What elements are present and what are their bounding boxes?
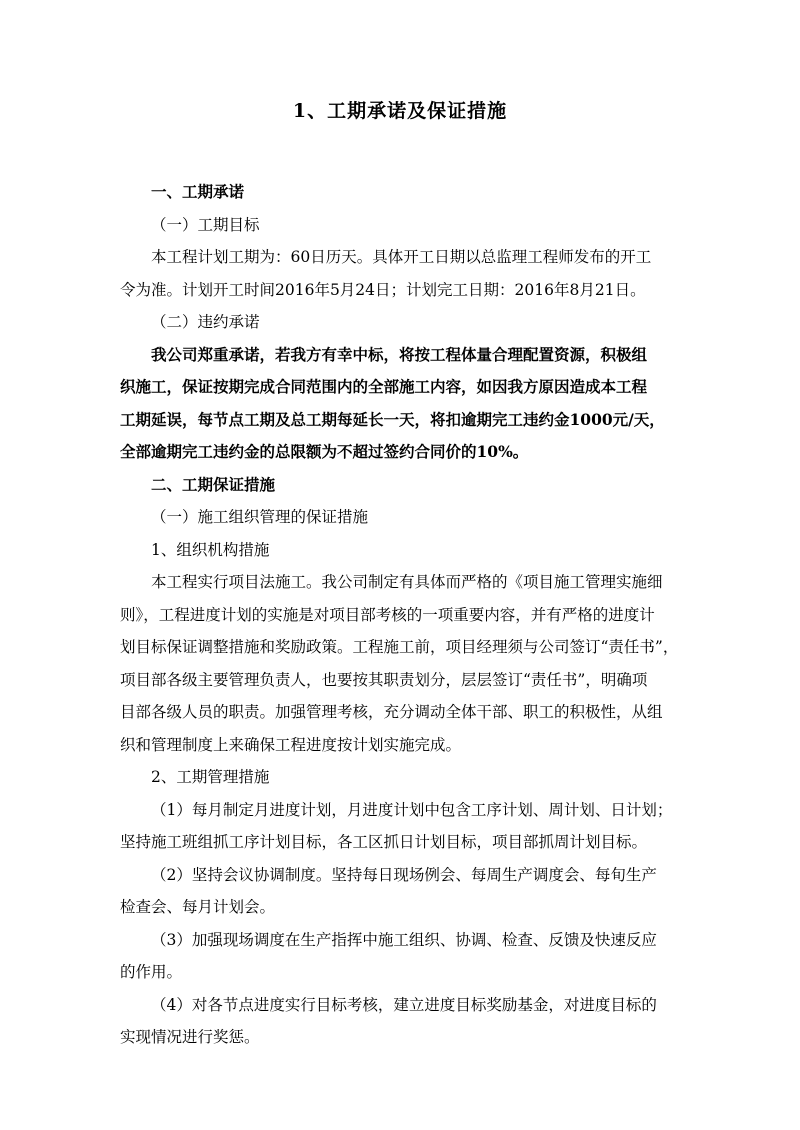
body-line: 则》，工程进度计划的实施是对项目部考核的一项重要内容，并有严格的进度计 [120, 605, 655, 624]
body-line: （3）加强现场调度在生产指挥中施工组织、协调、检查、反馈及快速反应 [151, 930, 657, 949]
body-line: 1、组织机构措施 [151, 540, 270, 559]
body-line: 工期延误，每节点工期及总工期每延长一天，将扣逾期完工违约金1000元/天， [120, 409, 665, 429]
body-line: （2）坚持会议协调制度。坚持每日现场例会、每周生产调度会、每旬生产 [151, 865, 657, 884]
body-line: 一、工期承诺 [151, 182, 245, 201]
body-line: 二、工期保证措施 [151, 474, 276, 494]
body-line: 划目标保证调整措施和奖励政策。工程施工前，项目经理须与公司签订“责任书”， [120, 638, 679, 656]
body-line: 坚持施工班组抓工序计划目标，各工区抓日计划目标，项目部抓周计划目标。 [120, 833, 648, 851]
body-line: 的作用。 [120, 963, 183, 981]
body-line: （1）每月制定月进度计划，月进度计划中包含工序计划、周计划、日计划； [151, 800, 673, 819]
body-line: 目部各级人员的职责。加强管理考核，充分调动全体干部、职工的积极性，从组 [120, 703, 663, 721]
body-line: 检查会、每月计划会。 [120, 898, 276, 916]
body-line: 令为准。计划开工时间2016年5月24日；计划完工日期：2016年8月21日。 [120, 280, 646, 299]
body-line: 全部逾期完工违约金的总限额为不超过签约合同价的10%。 [120, 442, 529, 461]
body-line: 2、工期管理措施 [151, 768, 270, 786]
body-line: 织施工，保证按期完成合同范围内的全部施工内容，如因我方原因造成本工程 [120, 377, 648, 396]
body-line: 织和管理制度上来确保工程进度按计划实施完成。 [120, 735, 462, 754]
body-line: 本工程计划工期为：60日历天。具体开工日期以总监理工程师发布的开工 [151, 248, 652, 266]
body-line: （一）工期目标 [151, 215, 260, 234]
document-body [120, 176, 685, 1054]
body-line: 本工程实行项目法施工。我公司制定有具体而严格的《项目施工管理实施细 [151, 573, 663, 591]
document-title: 1、工期承诺及保证措施 [292, 100, 508, 122]
body-line: （一）施工组织管理的保证措施 [151, 508, 369, 526]
body-line: 项目部各级主要管理负责人，也要按其职责划分，层层签订“责任书”，明确项 [120, 670, 648, 689]
body-line: （二）违约承诺 [151, 313, 260, 331]
body-line: （4）对各节点进度实行目标考核，建立进度目标奖励基金，对进度目标的 [151, 995, 657, 1014]
body-line: 实现情况进行奖惩。 [120, 1028, 260, 1046]
body-line: 我公司郑重承诺，若我方有幸中标，将按工程体量合理配置资源，积极组 [151, 344, 648, 364]
